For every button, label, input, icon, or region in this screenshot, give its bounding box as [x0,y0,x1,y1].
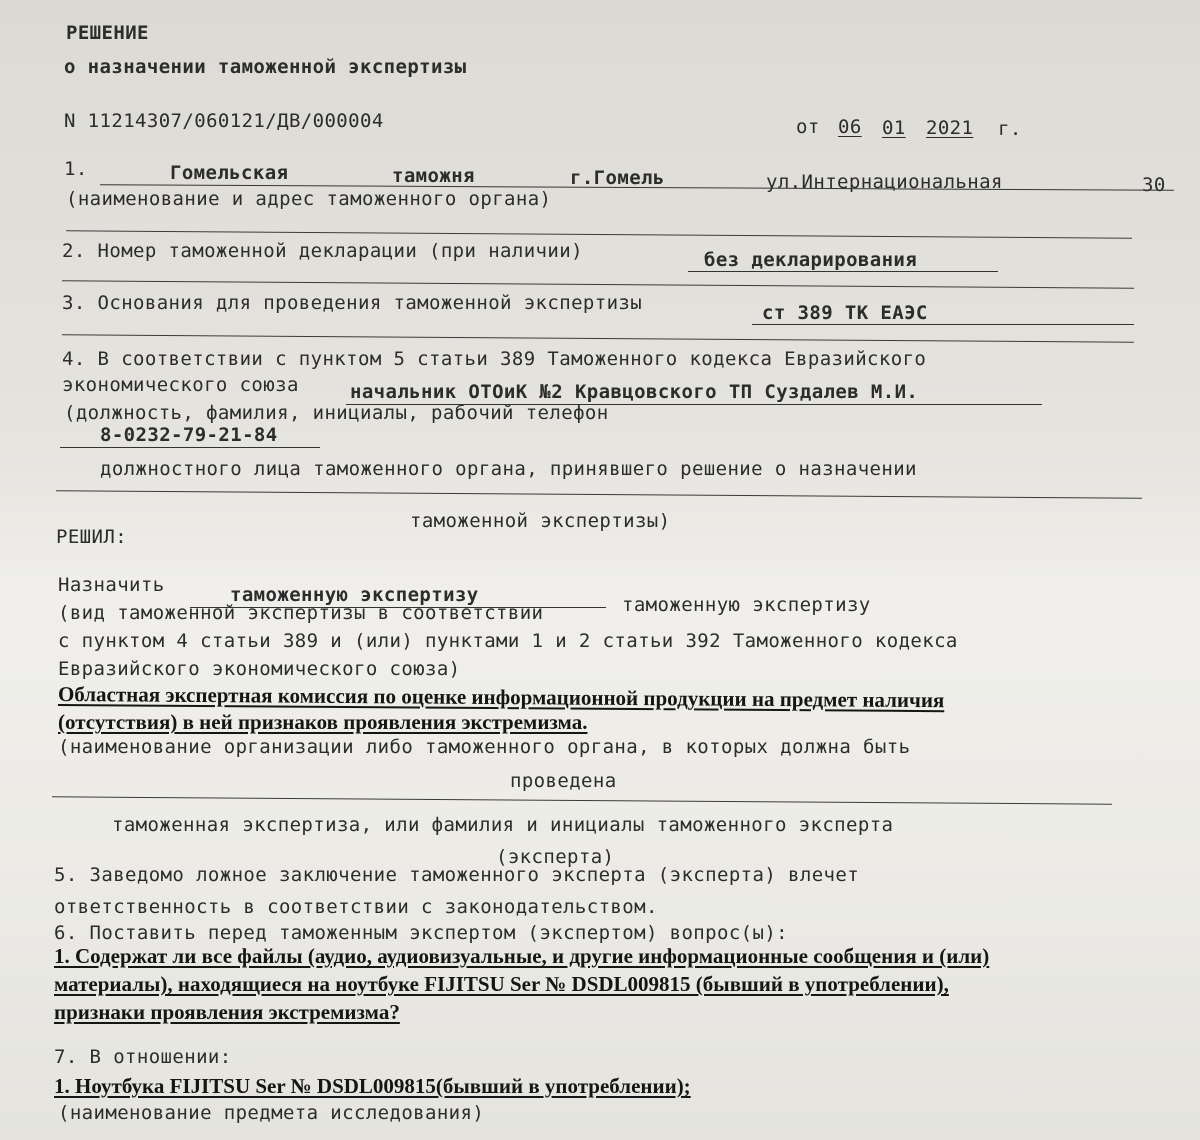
document-title: РЕШЕНИЕ [66,22,149,44]
date-month: 01 [882,117,906,139]
assign-caption6: таможенная экспертиза, или фамилия и инициалы таможенного эксперта [112,814,894,836]
item1-number: 1. [64,158,88,180]
expert-organization-line2: (отсутствия) в ней признаков проявления экстремизма. [58,710,588,734]
date-day: 06 [838,116,862,138]
item4-line1: 4. В соответствии с пунктом 5 статьи 389 Таможенного кодекса Евразийского [62,348,927,370]
date-year: 2021 [926,117,974,139]
phone-fill-line [60,447,320,448]
assign-caption7: (эксперта) [496,846,615,868]
item2-rule [62,280,1134,288]
item5-line1: 5. Заведомо ложное заключение таможенного эксперта (эксперта) влечет [54,864,860,886]
document-number: N 11214307/060121/ДВ/000004 [64,110,384,132]
assign-caption5: проведена [510,770,617,792]
assign-rule1 [52,796,1112,804]
expert-question-line3: признаки проявления экстремизма? [54,1000,400,1024]
expertise-kind: таможенную экспертизу [230,584,479,606]
declaration-number: без декларирования [704,249,918,271]
assign-caption2: с пунктом 4 статьи 389 и (или) пунктами 1 и 2 статьи 392 Таможенного кодекса [58,630,958,652]
item3-fill-line [752,324,1134,325]
item3-rule [62,334,1134,342]
assign-caption3: Евразийского экономического союза) [58,658,461,680]
assign-caption1: (вид таможенной экспертизы в соответствии [58,602,544,624]
item4-caption2: должностного лица таможенного органа, принявшего решение о назначении [100,458,917,480]
item7-line1: 7. В отношении: [54,1046,232,1068]
research-subject: 1. Ноутбука FIJITSU Ser № DSDL009815(бывший в употреблении); [54,1074,691,1098]
official-phone: 8-0232-79-21-84 [100,424,278,446]
date-suffix: г. [998,118,1022,140]
expertise-basis: ст 389 ТК ЕАЭС [762,302,928,324]
item4-caption1: (должность, фамилия, инициалы, рабочий телефон [64,402,609,424]
decision-official: начальник ОТОиК №2 Кравцовского ТП Суздалев М.И. [350,381,919,403]
expert-question-line1: 1. Содержат ли все файлы (аудио, аудиовизуальные, и другие информационные сообщения и (или) [54,944,990,968]
expert-question-line2: материалы), находящиеся на ноутбуке FIJITSU Ser № DSDL009815 (бывший в употреблении), [54,972,949,996]
item1-caption: (наименование и адрес таможенного органа) [66,188,552,210]
item4-line2-prefix: экономического союза [62,374,299,396]
expert-organization-line1: Областная экспертная комиссия по оценке информационной продукции на предмет наличия [57,682,945,713]
decided-heading: РЕШИЛ: [56,526,128,548]
item2-fill-line [688,271,998,272]
customs-name: Гомельская [170,162,289,184]
document-subtitle: о назначении таможенной экспертизы [64,56,467,78]
customs-house: 30 [1142,174,1166,196]
item6-line1: 6. Поставить перед таможенным экспертом (экспертом) вопрос(ы): [54,922,789,944]
item4-caption3: таможенной экспертизы) [410,510,671,532]
customs-street: ул.Интернациональная [766,171,1003,193]
date-prefix: от [796,116,820,138]
assign-caption4: (наименование организации либо таможенного органа, в которых должна быть [58,736,911,758]
item4-rule [56,490,1142,499]
assign-suffix: таможенную экспертизу [622,594,871,616]
item7-caption: (наименование предмета исследования) [58,1102,485,1124]
item5-line2: ответственность в соответствии с законодательством. [54,896,658,918]
customs-city: г.Гомель [570,167,665,189]
item3-label: 3. Основания для проведения таможенной экспертизы [62,292,643,314]
assign-prefix: Назначить [58,574,165,596]
item1-rule [66,230,1132,238]
item2-label: 2. Номер таможенной декларации (при наличии) [62,240,583,262]
customs-type: таможня [392,165,475,187]
